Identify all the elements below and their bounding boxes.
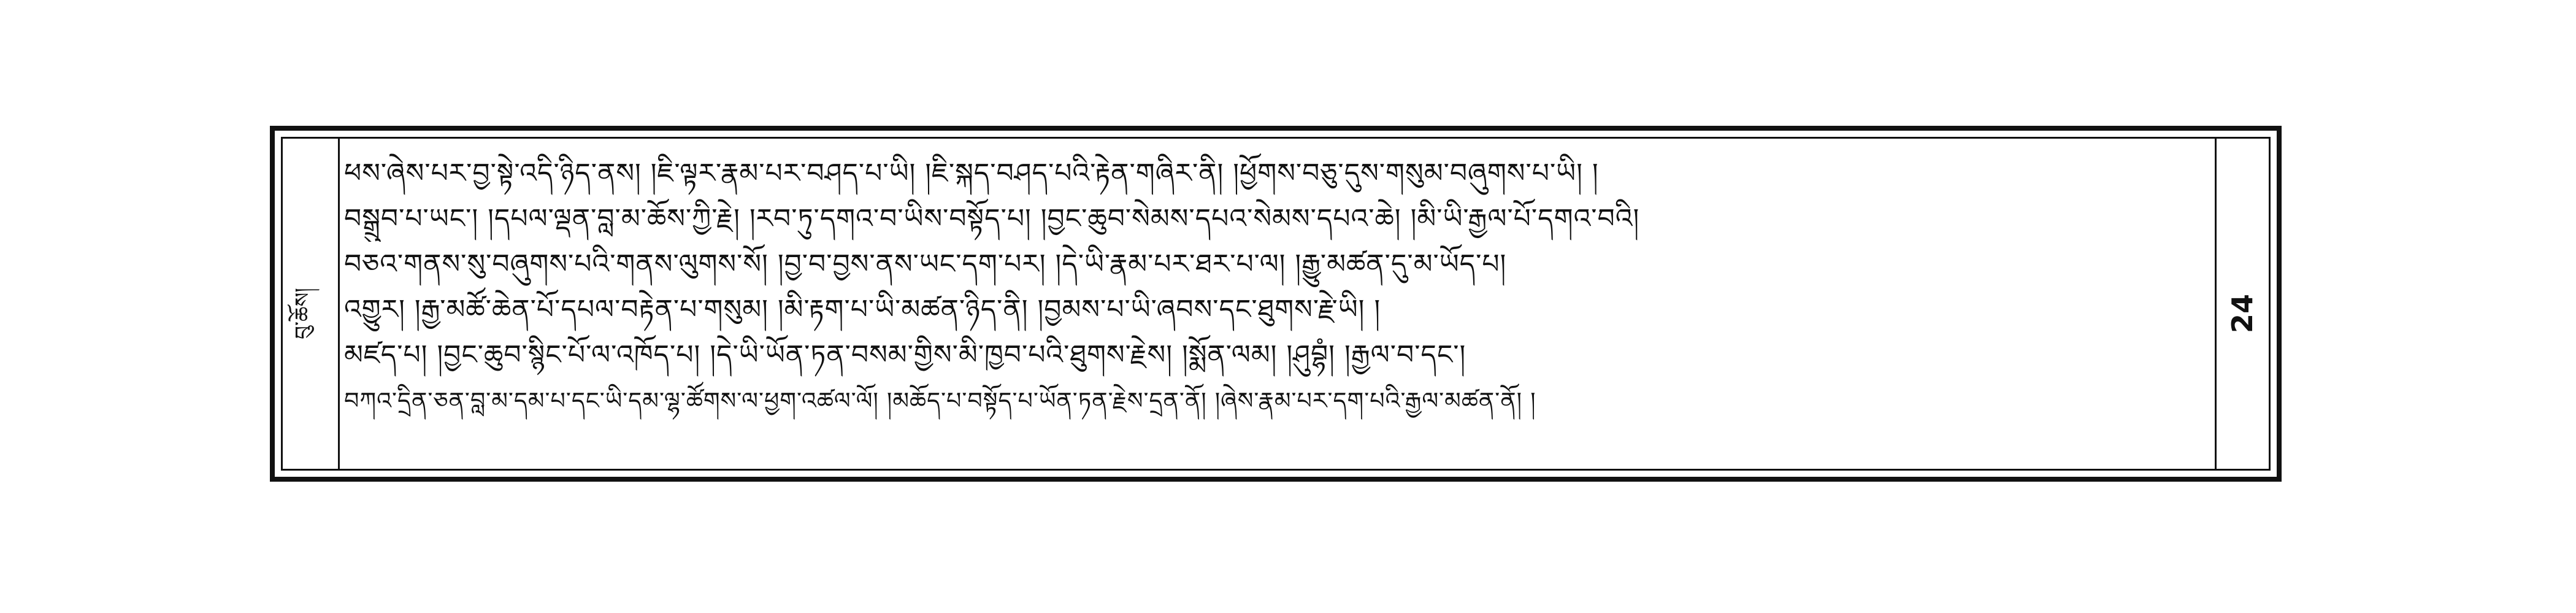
margin-caption	[290, 249, 327, 378]
text-line-6: བཀའ་དྲིན་ཅན་བླ་མ་དམ་པ་དང་ཡི་དམ་ལྷ་ཚོགས་ལ་ཕྱག་འཚལ་ལོ། །མཆོད་པ་བསྟོད་པ་ཡོན་ཏན་རྗེས་དྲན་ནོ། །ཞེས་རྣམ་པར་དག་པའི་རྒྱལ་མཚན་ནོ། །	[344, 387, 1536, 414]
text-line-5: མཛད་པ། །བྱང་ཆུབ་སྙིང་པོ་ལ་འཁོད་པ། །དེ་ཡི་ཡོན་ཏན་བསམ་གྱིས་མི་ཁྱབ་པའི་ཐུགས་རྗེས། །སྨོན་ལམ། །ཤུབྷཾ། །རྒྱལ་བ་དང་།	[344, 339, 1466, 371]
pecha-page	[270, 126, 2282, 482]
text-line-1: ཕས་ཞེས་པར་བྱ་སྟེ་འདི་ཉིད་ནས། །ཇི་ལྟར་རྣམ་པར་བཤད་པ་ཡི། །ཇི་སྐད་བཤད་པའི་རྟེན་གཞིར་ནི། །ཕྱོགས་བཅུ་དུས་གསུམ་བཞུགས་པ་ཡི། །	[344, 158, 1599, 189]
text-frame	[281, 137, 2271, 471]
left-margin	[283, 139, 340, 469]
page-number-text: 24	[2226, 293, 2260, 334]
text-line-4: འགྱུར། །རྒྱ་མཚོ་ཆེན་པོ་དཔལ་བརྟེན་པ་གསུམ། །མི་རྟག་པ་ཡི་མཚན་ཉིད་ནི། །བྱམས་པ་ཡི་ཞབས་དང་ཐུགས་རྗེ་ཡི། །	[344, 294, 1381, 325]
text-line-3: བཅའ་གནས་སུ་བཞུགས་པའི་གནས་ལུགས་སོ། །བྱ་བ་བྱས་ནས་ཡང་དག་པར། །དེ་ཡི་རྣམ་པར་ཐར་པ་ལ། །རྒྱུ་མཚན་དུ་མ་ཡོད་པ།	[344, 249, 1507, 280]
page-number	[2224, 292, 2261, 335]
tibetan-text-block	[344, 151, 2207, 460]
right-margin	[2215, 139, 2269, 469]
margin-caption-text: བུ་ཆོས།	[291, 288, 316, 339]
text-line-2: བསྒྲུབ་པ་ཡང་། །དཔལ་ལྡན་བླ་མ་ཆོས་ཀྱི་རྗེ། །རབ་ཏུ་དགའ་བ་ཡིས་བསྟོད་པ། །བྱང་ཆུབ་སེམས་དཔའ་སེམས་དཔའ་ཆེ། །མི་ཡི་རྒྱལ་པོ་དགའ་བའི།	[344, 203, 1640, 234]
